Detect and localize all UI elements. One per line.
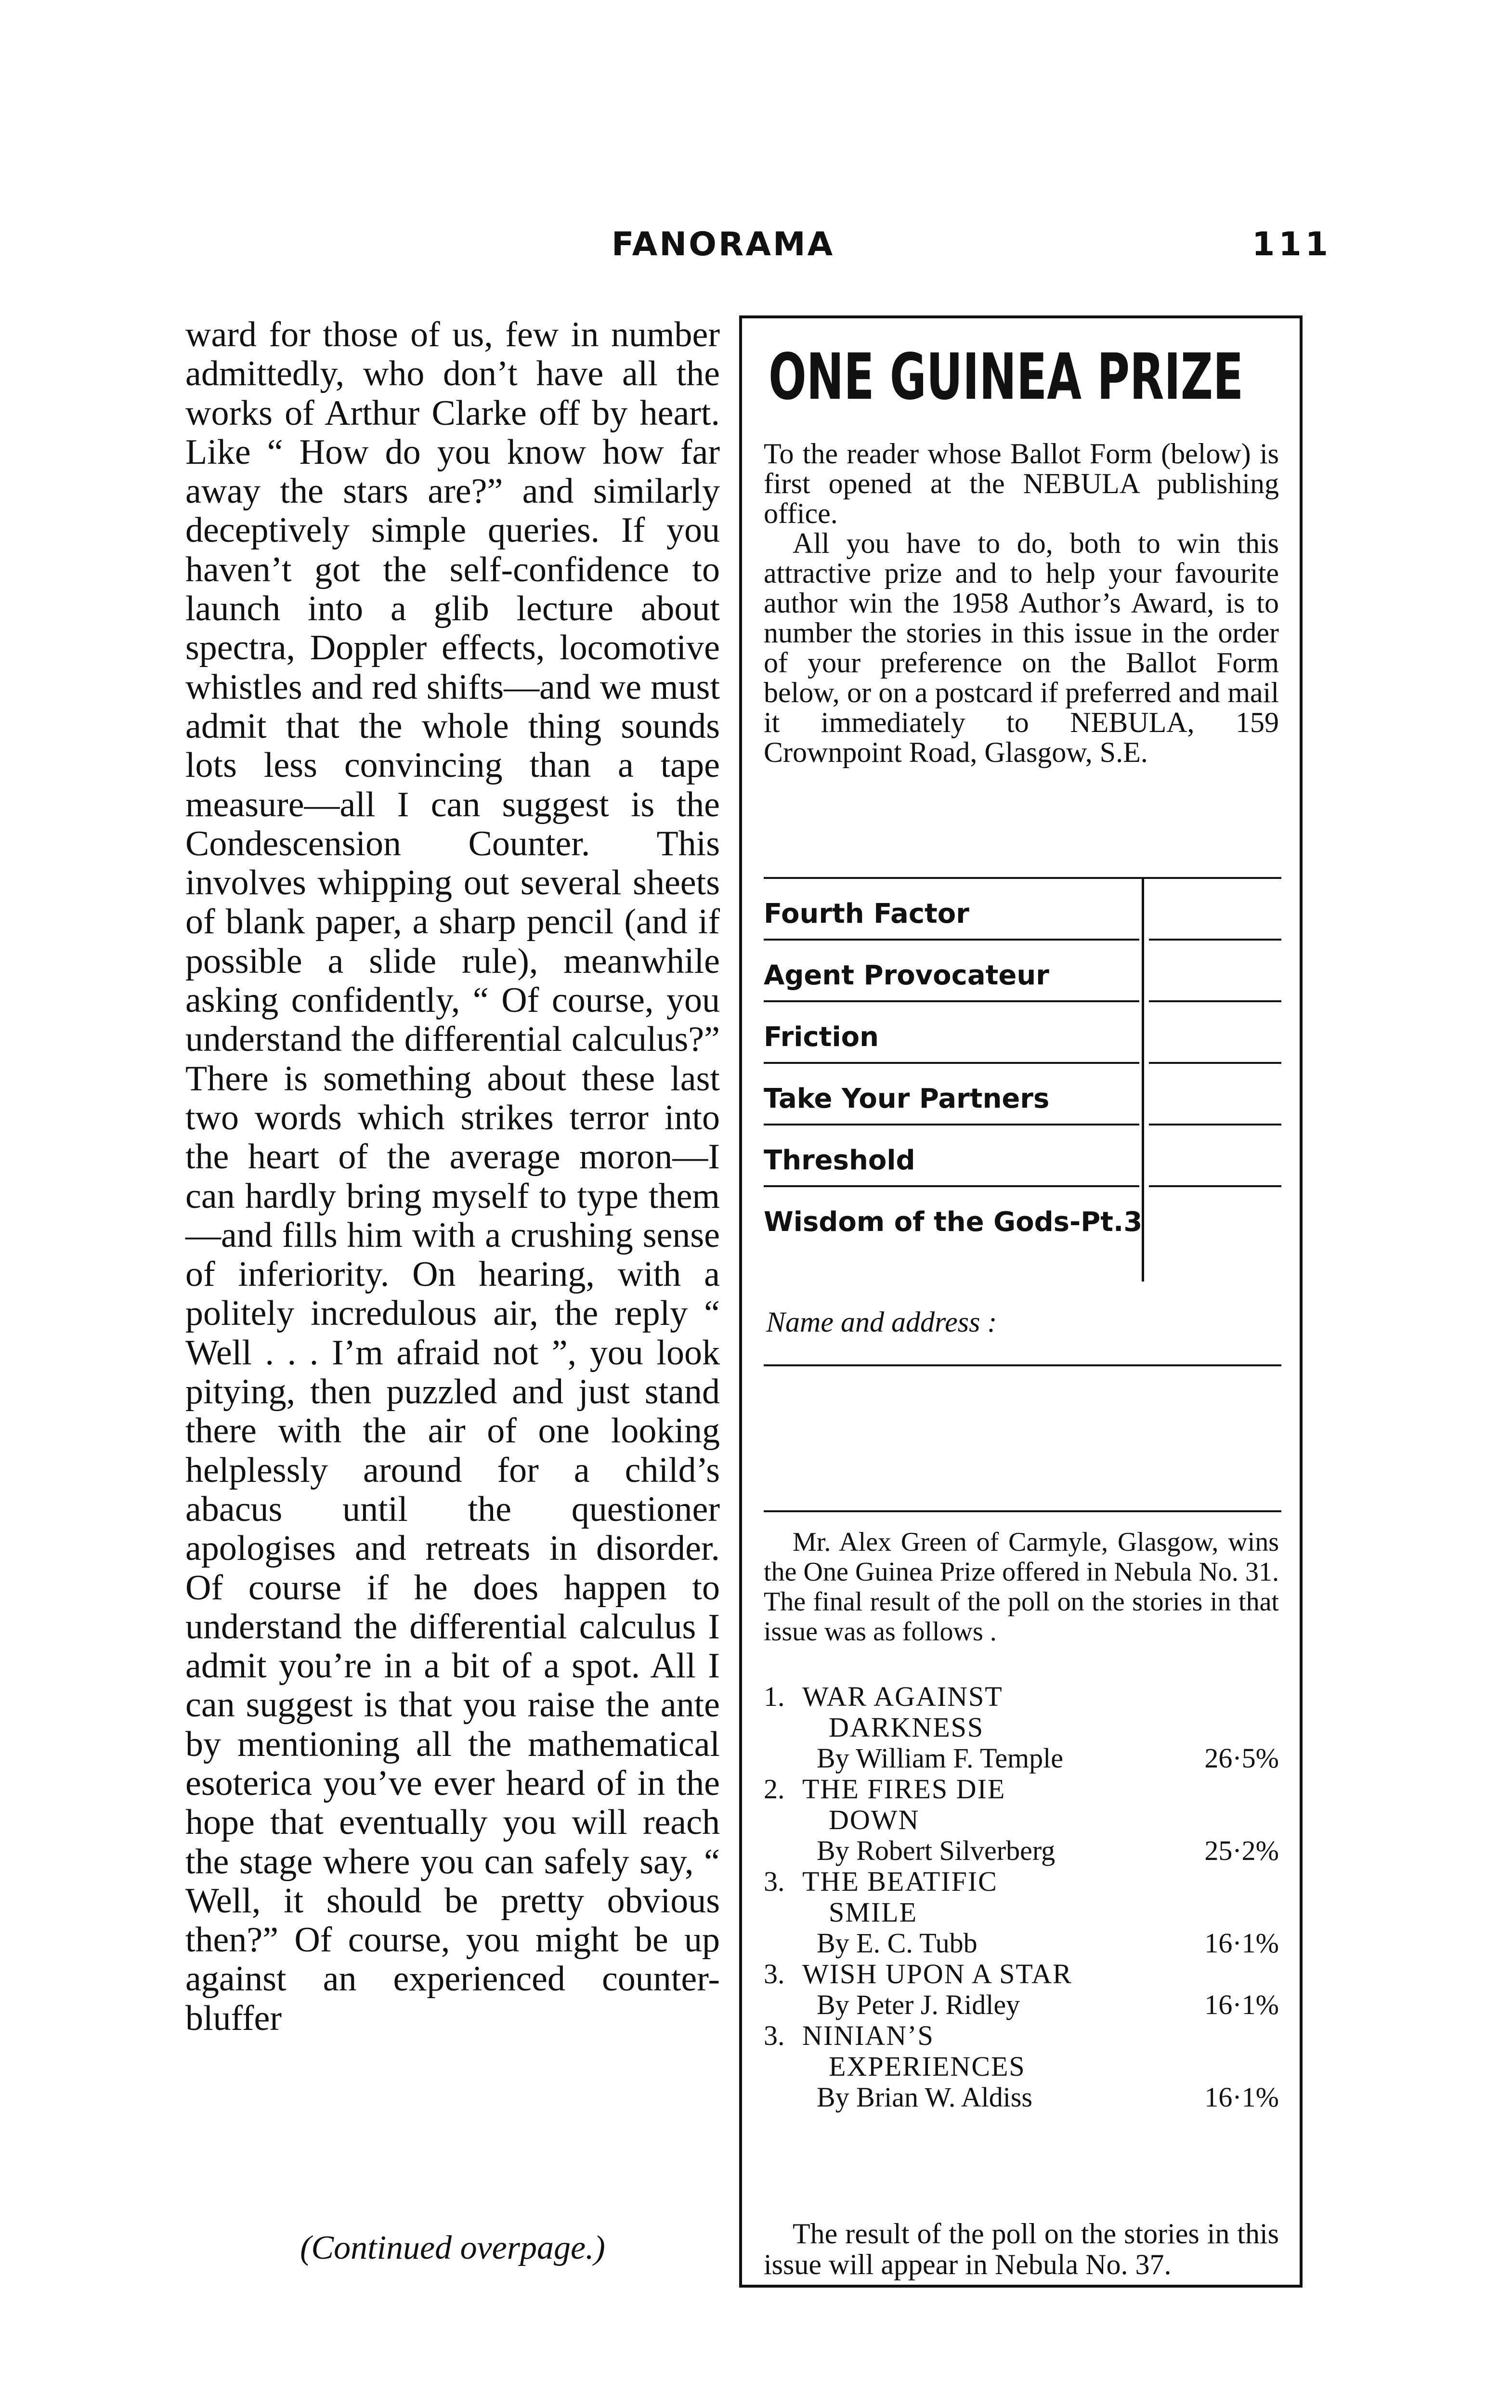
result-item [764,1866,1279,1959]
result-percent: 26·5% [1204,1742,1279,1774]
result-title-line: WAR AGAINST [802,1681,1003,1712]
result-rank: 2. [764,1773,785,1805]
result-rank: 1. [764,1681,785,1712]
result-title-line: DOWN [829,1804,920,1835]
result-title [764,1866,1279,1928]
result-percent: 16·1% [1204,1927,1279,1959]
result-title-line: NINIAN’S [802,2020,934,2051]
prize-intro-2: All you have to do, both to win this attractive prize and to help your favourite author win the 1958 Author’s Award, is to number the stories in this issue in the order of your preference on the Ballot Form below, or on a postcard if preferred and mail it immediately to NEBULA, 159 Crownpoint Road, Glasgow, S.E. [764,527,1279,768]
result-title-line: DARKNESS [829,1712,984,1743]
results-rule [764,1510,1281,1512]
result-item [764,1959,1279,2020]
result-author: By E. C. Tubb [817,1927,978,1959]
ballot-story: Threshold [764,1145,915,1176]
ballot-story: Fourth Factor [764,898,969,929]
ballot-row [764,879,1281,941]
ballot-row [764,1064,1281,1125]
ballot-story: Take Your Partners [764,1083,1050,1114]
article-text: ward for those of us, few in number admittedly, who don’t have all the works of Arthur Clarke off by heart. Like “ How do you know how far away the stars are?” and similarly deceptively simple queries. If you haven’t got the self-confidence to launch into a glib lecture about spectra, Doppler effects, locomotive whistles and red shifts—and we must admit that the whole thing sounds lots less convincing than a tape measure—all I can suggest is the Condescension Counter. This involves whipping out several sheets of blank paper, a sharp pencil (and if possible a slide rule), meanwhile asking confidently, “ Of course, you understand the differential calculus?” There is something about these last two words which strikes terror into the heart of the average moron—I can hardly bring myself to type them—and fills him with a crushing sense of inferiority. On hearing, with a politely incredulous air, the reply “ Well . . . I’m afraid not ”, you look pitying, then puzzled and just stand there with the air of one looking helplessly around for a child’s abacus until the questioner apologises and retreats in disorder. Of course if he does happen to understand the differential calculus I admit you’re in a bit of a spot. All I can suggest is that you raise the ante by mentioning all the mathematical esoterica you’ve ever heard of in the hope that eventually you will reach the stage where you can safely say, “ Well, it should be pretty obvious then?” Of course, you might be up against an experienced counter-bluffer [185,315,720,2038]
result-percent: 16·1% [1204,2081,1279,2113]
prize-intro [764,439,1279,767]
result-percent: 16·1% [1204,1989,1279,2020]
result-title-line: THE BEATIFIC [802,1866,998,1897]
prize-intro-1: To the reader whose Ballot Form (below) is first opened at the NEBULA publishing office. [764,438,1279,529]
result-author: By Brian W. Aldiss [817,2081,1032,2113]
result-title [764,1959,1279,1989]
result-author: By Robert Silverberg [817,1835,1056,1866]
ballot-story: Wisdom of the Gods-Pt.3 [764,1206,1143,1238]
ballot-form [764,877,1281,1249]
ballot-bottom-rule [764,1364,1281,1366]
result-percent: 25·2% [1204,1835,1279,1866]
result-title-line: SMILE [829,1897,917,1928]
result-rank: 3. [764,1866,785,1897]
article-column [185,315,720,2038]
result-title [764,1681,1279,1743]
result-author-line [764,1835,1279,1866]
ballot-row [764,1187,1281,1249]
prize-box [739,315,1303,2288]
ballot-story: Agent Provocateur [764,960,1049,991]
result-author-line [764,2082,1279,2113]
continued-note: (Continued overpage.) [300,2229,605,2266]
result-title-line: THE FIRES DIE [802,1773,1006,1805]
closing-note [764,2218,1279,2280]
result-item [764,1774,1279,1866]
result-rank: 3. [764,2020,785,2051]
ballot-row [764,1002,1281,1064]
result-author-line [764,1989,1279,2020]
page-header [0,225,1512,269]
results-intro [764,1527,1279,1647]
result-author-line [764,1928,1279,1959]
results-list [764,1681,1279,2113]
result-title-line: EXPERIENCES [829,2051,1026,2082]
name-address-field[interactable]: Name and address : [766,1306,997,1338]
result-author-line [764,1743,1279,1774]
page-number: 111 [1252,225,1332,263]
result-title-line: WISH UPON A STAR [802,1958,1072,1989]
results-intro-text: Mr. Alex Green of Carmyle, Glasgow, wins the One Guinea Prize offered in Nebula No. 31. The final result of the poll on the stories in that issue was as follows . [764,1527,1279,1647]
ballot-row [764,1125,1281,1187]
result-item [764,1681,1279,1774]
result-rank: 3. [764,1958,785,1989]
ballot-row [764,941,1281,1002]
result-title [764,2020,1279,2082]
running-title: FANORAMA [612,225,835,263]
ballot-story: Friction [764,1021,879,1053]
result-item [764,2020,1279,2113]
prize-title: ONE GUINEA PRIZE [769,340,1244,414]
closing-text: The result of the poll on the stories in this issue will appear in Nebula No. 37. [764,2218,1279,2280]
result-title [764,1774,1279,1835]
result-author: By Peter J. Ridley [817,1989,1020,2020]
result-author: By William F. Temple [817,1742,1064,1774]
